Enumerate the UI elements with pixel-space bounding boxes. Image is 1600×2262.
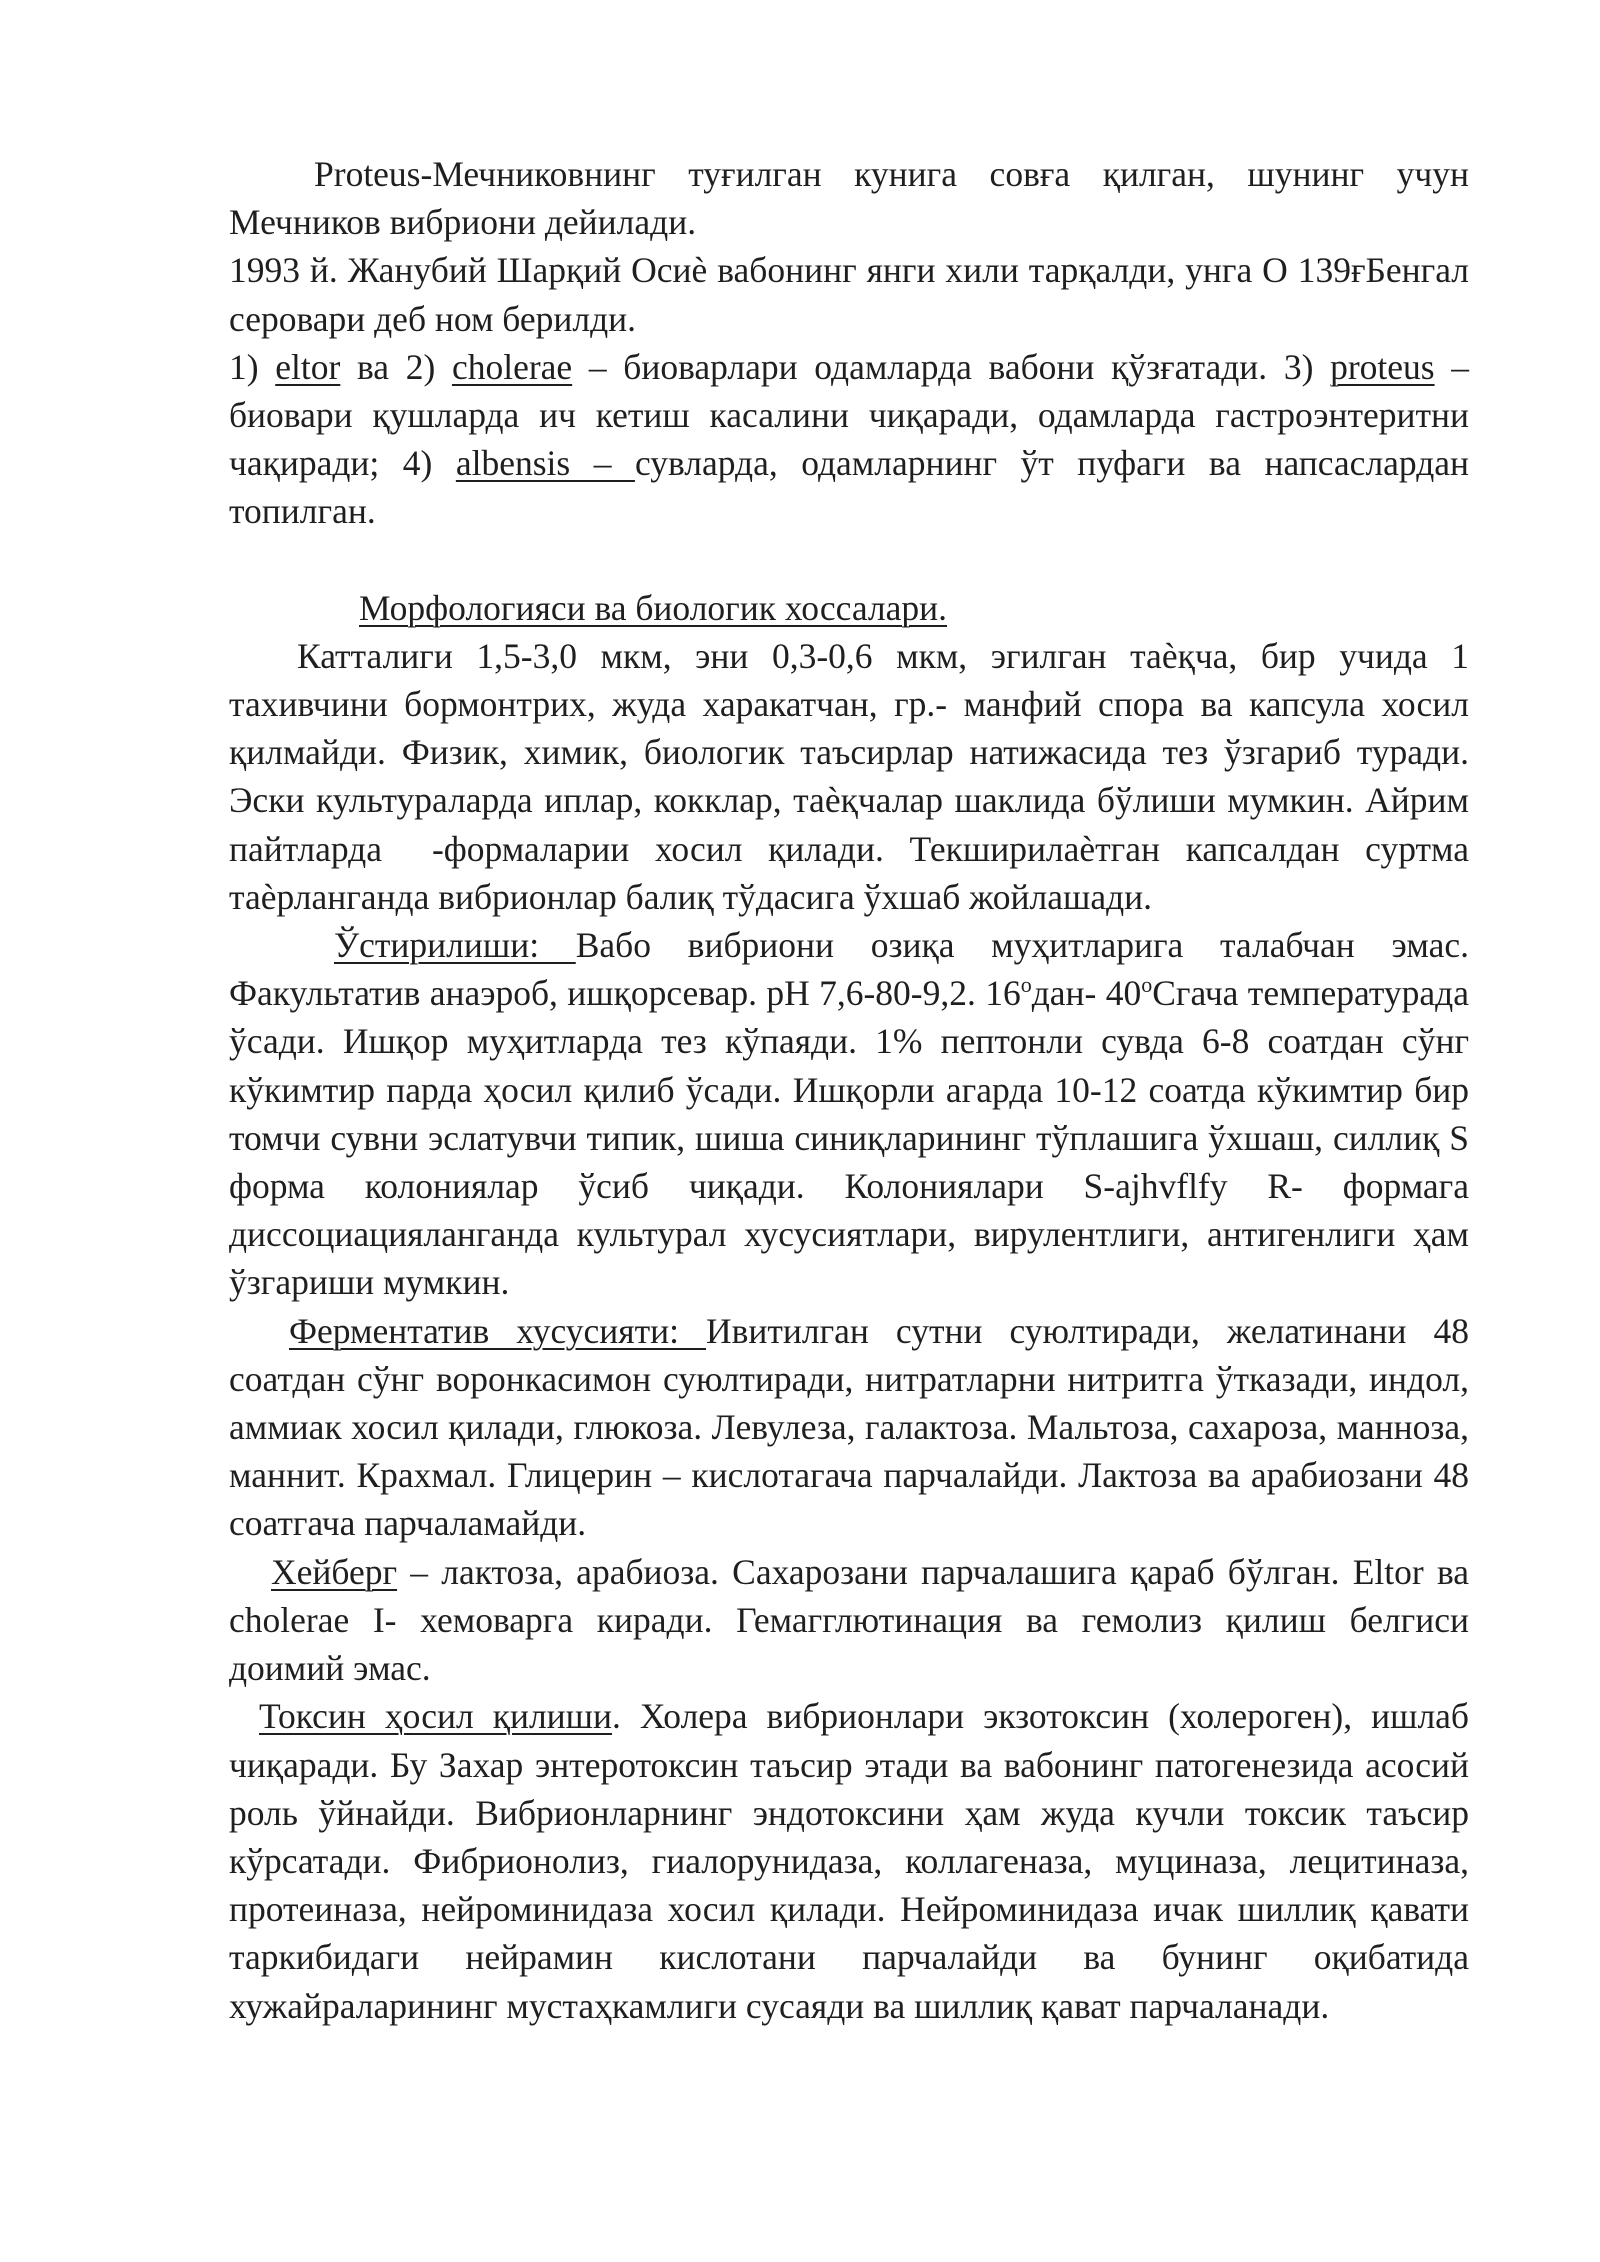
biovar-eltor: eltor: [275, 346, 341, 387]
biovars-text-5: сувларда, одамларнинг ўт пуфаги ва напсаслардан топилган.: [229, 443, 1470, 532]
heiberg-label: Хейберг: [271, 1551, 398, 1592]
paragraph-proteus: [229, 150, 1469, 246]
heiberg-text: – лактоза, арабиоза. Сахарозани парчалашига қараб бўлган. Eltor ва cholerae I- хемоварга киради. Гемагглютинация ва гемолиз қилиш белгиси доимий эмас.: [229, 1551, 1469, 1689]
toxin-text: . Холера вибрионлари экзотоксин (холероген), ишлаб чиқаради. Бу Захар энтеротоксин таъсир этади ва вабонинг патогенезида асосий роль ўйнайди. Вибрионларнинг эндотоксини ҳам жуда кучли токсик таъсир кўрсатади. Фибрионолиз, гиалорунидаза, коллагеназа, муциназа, лецитиназа, протеиназа, нейроминидаза хосил қилади. Нейроминидаза ичак шиллиқ қавати таркибидаги нейрамин кислотани парчалайди ва бунинг оқибатида хужайраларининг мустаҳкамлиги сусаяди ва шиллиқ қават парчаланади.: [229, 1696, 1469, 2026]
biovars-text-4: – биовари қушларда ич кетиш касалини чиқаради, одамларда гастроэнтеритни чақиради; 4): [229, 346, 1469, 484]
growth-label: Ўстирилиши:: [334, 925, 576, 966]
biovars-text-2: ва 2): [340, 346, 452, 387]
degree-superscript: о: [1020, 972, 1032, 998]
paragraph-morphology: [229, 632, 1469, 921]
paragraph-toxin: [229, 1692, 1469, 2029]
morphology-text-a: Катталиги 1,5-3,0 мкм, эни 0,3-0,6 мкм, эгилган таѐқча, бир учида 1 тахивчини бормонтрих, жуда харакатчан, гр.- манфий спора ва капсула хосил қилмайди. Физик, химик, биологик таъсирлар натижасида тез ўзгариб туради. Эски культураларда иплар, кокклар, таѐқчалар шаклида бўлиши мумкин. Айрим пайтларда: [229, 635, 1469, 869]
morphology-text-b: -формаларии хосил қилади. Текширилаѐтган капсалдан суртма таѐрланганда вибрионлар балиқ тўдасига ўхшаб жойлашади.: [229, 828, 1469, 917]
morphology-heading-text: Морфологияси ва биологик хоссалари.: [359, 587, 948, 628]
document-page: [229, 150, 1469, 2030]
paragraph-growth: [229, 921, 1469, 1307]
paragraph-1993-text: 1993 й. Жанубий Шарқий Осиѐ вабонинг янги хили тарқалди, унга О 139ғБенгал серовари деб ном берилди.: [229, 250, 1469, 339]
fermentation-label: Ферментатив хусусияти:: [289, 1310, 706, 1351]
paragraph-biovars: [229, 343, 1469, 536]
biovar-albensis: albensis –: [455, 443, 635, 484]
biovars-text-1: 1): [229, 346, 276, 387]
growth-text-3: Сгача температурада ўсади. Ишқор муҳитларда тез кўпаяди. 1% пептонли сувда 6-8 соатдан сўнг кўкимтир парда ҳосил қилиб ўсади. Ишқорли агарда 10-12 соатда кўкимтир бир томчи сувни эслатувчи типик, шиша синиқларининг тўплашига ўхшаш, силлиқ S форма колониялар ўсиб чиқади. Колониялари S-ajhvflfy R- формага диссоциацияланганда культурал хусусиятлари, вирулентлиги, антигенлиги ҳам ўзгариши мумкин.: [229, 973, 1469, 1303]
fermentation-text: Ивитилган сутни суюлтиради, желатинани 48 соатдан сўнг воронкасимон суюлтиради, нитратларни нитритга ўтказади, индол, аммиак хосил қилади, глюкоза. Левулеза, галактоза. Мальтоза, сахароза, манноза, маннит. Крахмал. Глицерин – кислотагача парчалайди. Лактоза ва арабиозани 48 соатгача парчаламайди.: [229, 1310, 1469, 1544]
degree-superscript: о: [1141, 972, 1153, 998]
biovar-proteus: proteus: [1330, 346, 1435, 387]
paragraph-1993: [229, 246, 1469, 342]
biovar-cholerae: cholerae: [451, 346, 573, 387]
paragraph-gap: [229, 536, 1469, 584]
growth-text-1: Вабо вибриони озиқа муҳитларига талабчан эмас. Факультатив анаэроб, ишқорсевар. рН 7,6-80-9,2. 16: [229, 925, 1469, 1014]
growth-text-2: дан- 40: [1031, 973, 1142, 1014]
paragraph-proteus-text: Proteus-Мечниковнинг туғилган кунига совға қилган, шунинг учун Мечников вибриони дейилади.: [229, 154, 1469, 243]
paragraph-fermentation: [229, 1307, 1469, 1548]
paragraph-heiberg: [229, 1548, 1469, 1693]
toxin-label: Токсин ҳосил қилиши: [259, 1696, 613, 1737]
section-heading-morphology: [229, 584, 1469, 632]
biovars-text-3: – биоварлари одамларда вабони қўзғатади. 3): [572, 346, 1331, 387]
